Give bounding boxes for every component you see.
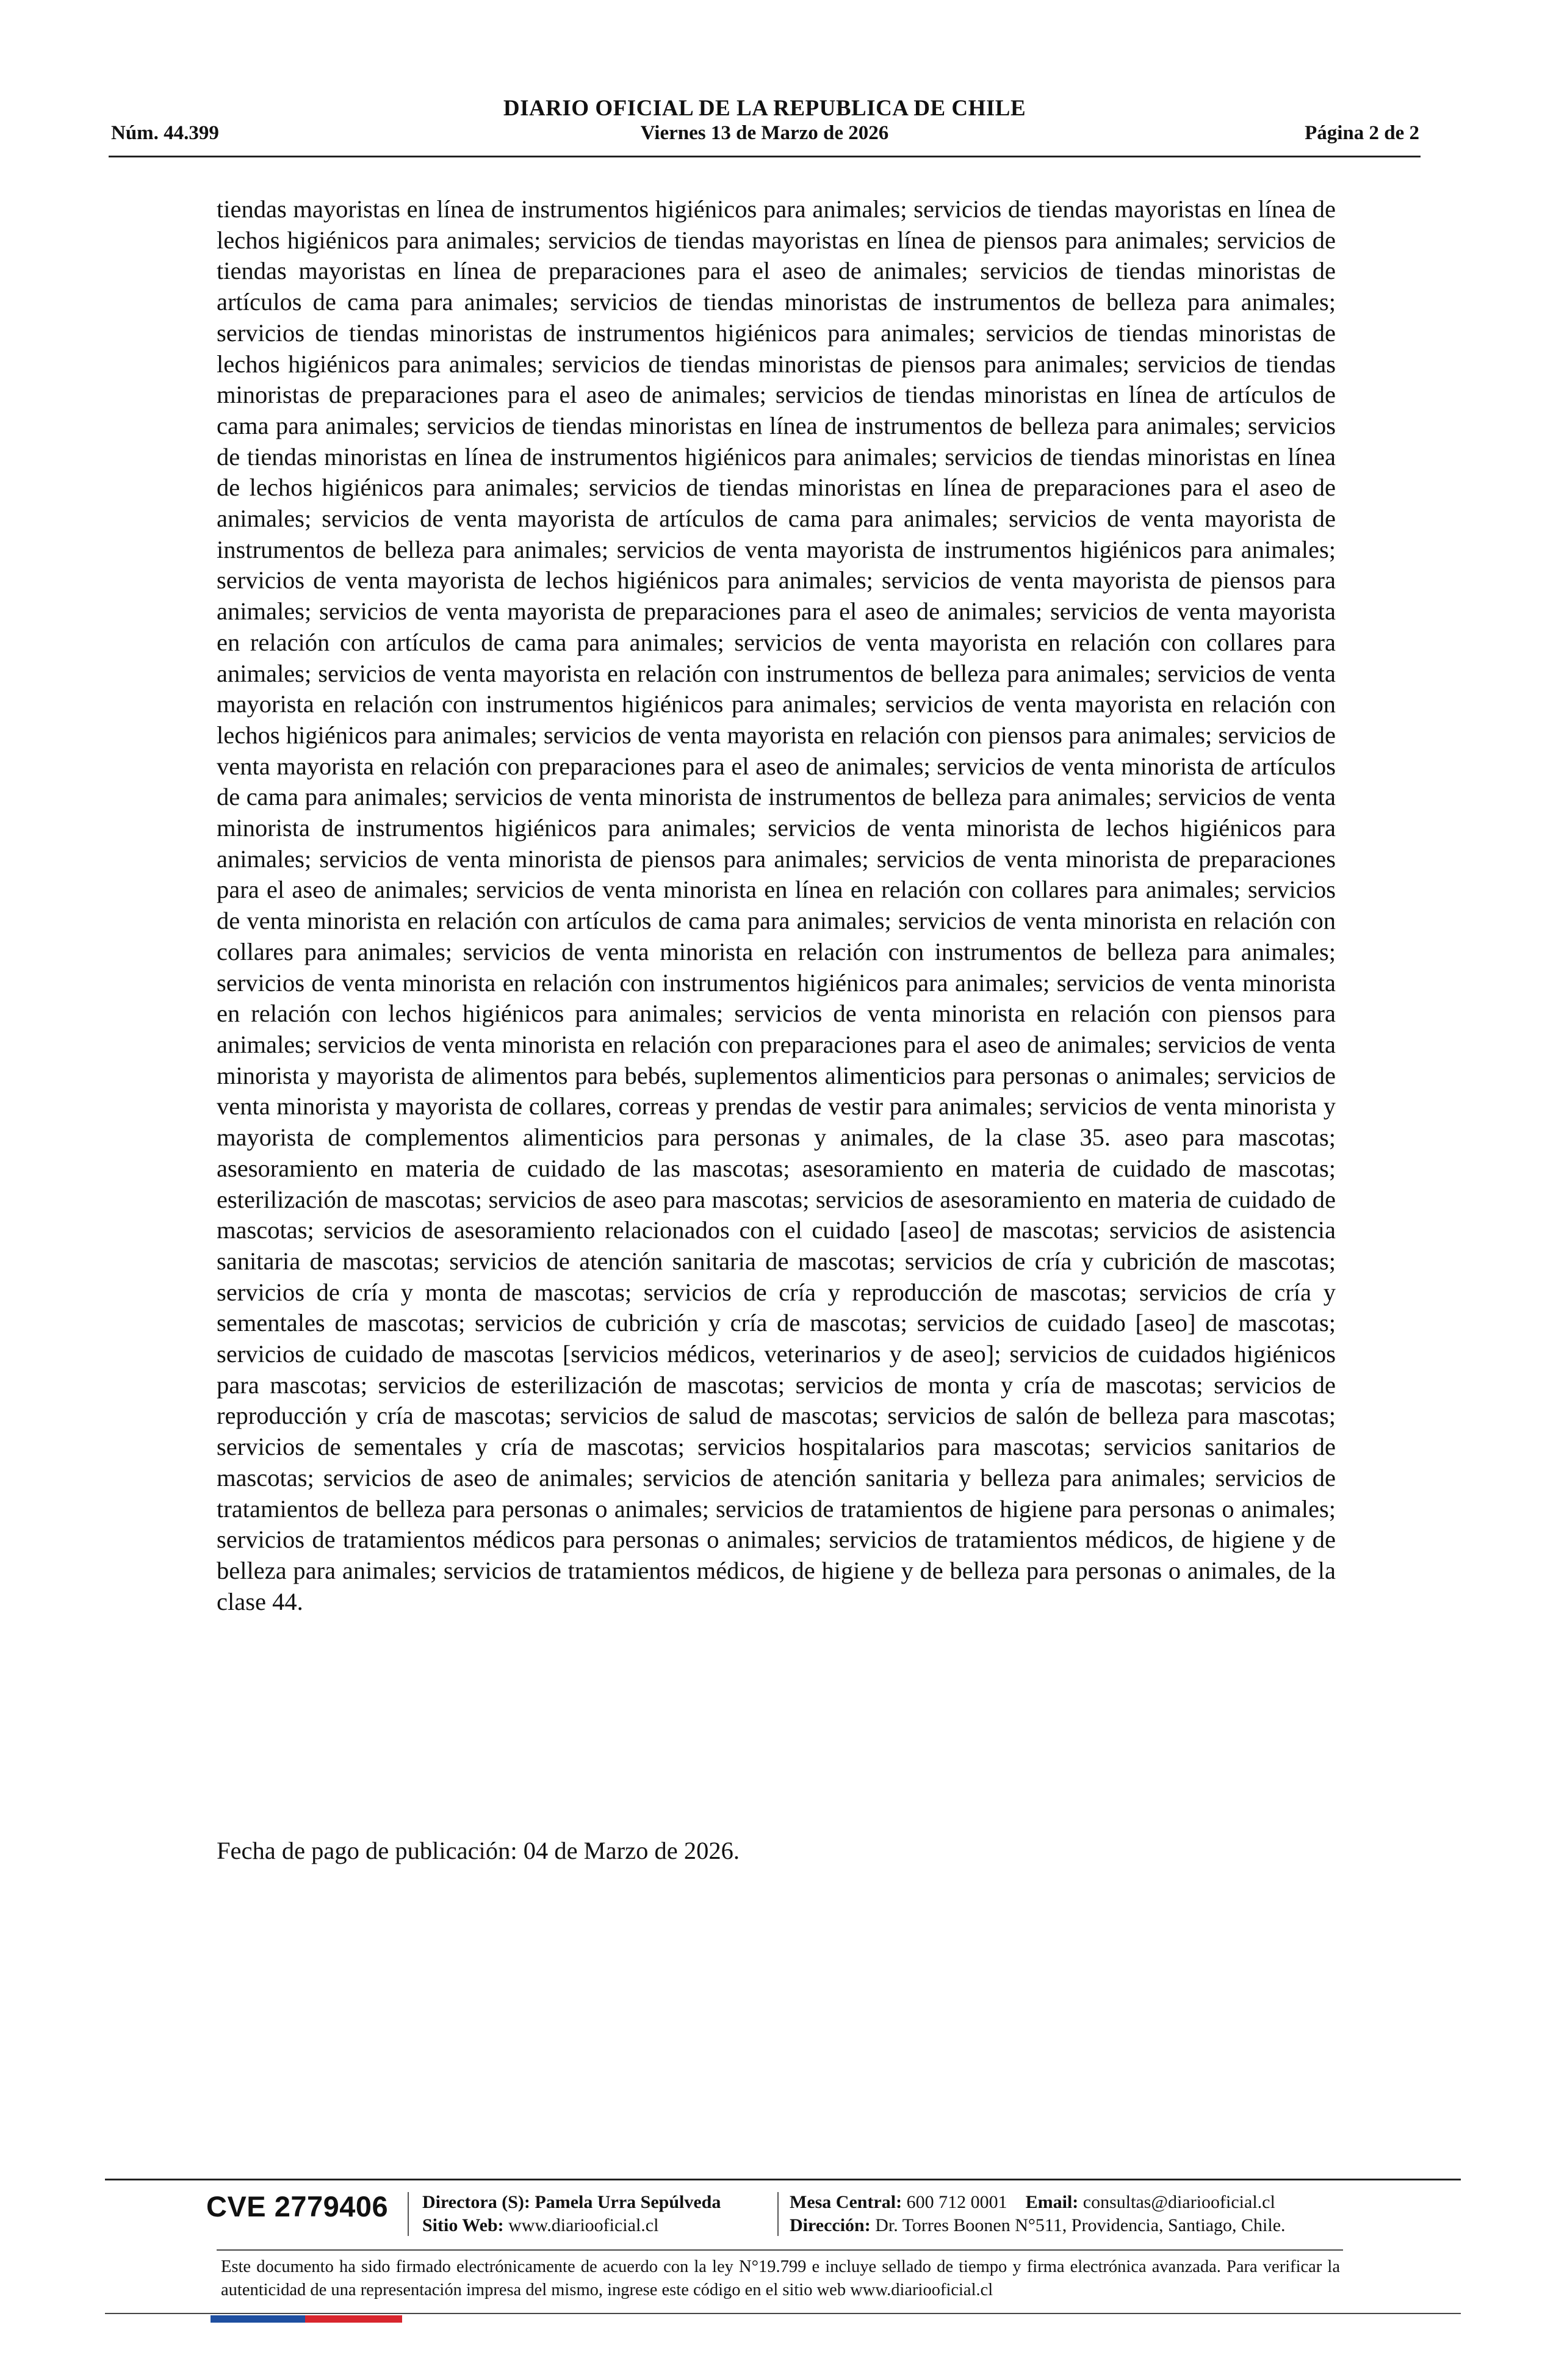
footer-separator	[408, 2192, 409, 2236]
website-line	[422, 2214, 721, 2237]
footer-divider-mid	[217, 2249, 1343, 2251]
address-text: Dr. Torres Boonen N°511, Providencia, Santiago, Chile.	[875, 2215, 1286, 2235]
issue-number: Núm. 44.399	[111, 122, 219, 144]
footer-separator	[777, 2192, 779, 2236]
issue-date: Viernes 13 de Marzo de 2026	[640, 122, 889, 144]
footer-contact-block	[790, 2191, 1286, 2237]
legal-notice: Este documento ha sido firmado electrónicamente de acuerdo con la ley N°19.799 e incluye sellado de tiempo y firma electrónica avanzada. Para verificar la autenticidad de una representación impresa del mismo, ingrese este código en el sitio web www.diariooficial.cl	[221, 2257, 1340, 2299]
body-paragraph: tiendas mayoristas en línea de instrumentos higiénicos para animales; servicios de tiendas mayoristas en línea de lechos higiénicos para animales; servicios de tiendas mayoristas en línea de piensos para animales; servicios de tiendas mayoristas en línea de preparaciones para el aseo de animales; servicios de tiendas minoristas de artículos de cama para animales; servicios de tiendas minoristas de instrumentos de belleza para animales; servicios de tiendas minoristas de instrumentos higiénicos para animales; servicios de tiendas minoristas de lechos higiénicos para animales; servicios de tiendas minoristas de piensos para animales; servicios de tiendas minoristas de preparaciones para el aseo de animales; servicios de tiendas minoristas en línea de artículos de cama para animales; servicios de tiendas minoristas en línea de instrumentos de belleza para animales; servicios de tiendas minoristas en línea de instrumentos higiénicos para animales; servicios de tiendas minoristas en línea de lechos higiénicos para animales; servicios de tiendas minoristas en línea de preparaciones para el aseo de animales; servicios de venta mayorista de artículos de cama para animales; servicios de venta mayorista de instrumentos de belleza para animales; servicios de venta mayorista de instrumentos higiénicos para animales; servicios de venta mayorista de lechos higiénicos para animales; servicios de venta mayorista de piensos para animales; servicios de venta mayorista de preparaciones para el aseo de animales; servicios de venta mayorista en relación con artículos de cama para animales; servicios de venta mayorista en relación con collares para animales; servicios de venta mayorista en relación con instrumentos de belleza para animales; servicios de venta mayorista en relación con instrumentos higiénicos para animales; servicios de venta mayorista en relación con lechos higiénicos para animales; servicios de venta mayorista en relación con piensos para animales; servicios de venta mayorista en relación con preparaciones para el aseo de animales; servicios de venta minorista de artículos de cama para animales; servicios de venta minorista de instrumentos de belleza para animales; servicios de venta minorista de instrumentos higiénicos para animales; servicios de venta minorista de lechos higiénicos para animales; servicios de venta minorista de piensos para animales; servicios de venta minorista de preparaciones para el aseo de animales; servicios de venta minorista en línea en relación con collares para animales; servicios de venta minorista en relación con artículos de cama para animales; servicios de venta minorista en relación con collares para animales; servicios de venta minorista en relación con instrumentos de belleza para animales; servicios de venta minorista en relación con instrumentos higiénicos para animales; servicios de venta minorista en relación con lechos higiénicos para animales; servicios de venta minorista en relación con piensos para animales; servicios de venta minorista en relación con preparaciones para el aseo de animales; servicios de venta minorista y mayorista de alimentos para bebés, suplementos alimenticios para personas o animales; servicios de venta minorista y mayorista de collares, correas y prendas de vestir para animales; servicios de venta minorista y mayorista de complementos alimenticios para personas y animales, de la clase 35. aseo para mascotas; asesoramiento en materia de cuidado de las mascotas; asesoramiento en materia de cuidado de mascotas; esterilización de mascotas; servicios de aseo para mascotas; servicios de asesoramiento en materia de cuidado de mascotas; servicios de asesoramiento relacionados con el cuidado [aseo] de mascotas; servicios de asistencia sanitaria de mascotas; servicios de atención sanitaria de mascotas; servicios de cría y cubrición de mascotas; servicios de cría y monta de mascotas; servicios de cría y reproducción de mascotas; servicios de cría y sementales de mascotas; servicios de cubrición y cría de mascotas; servicios de cuidado [aseo] de mascotas; servicios de cuidado de mascotas [servicios médicos, veterinarios y de aseo]; servicios de cuidados higiénicos para mascotas; servicios de esterilización de mascotas; servicios de monta y cría de mascotas; servicios de reproducción y cría de mascotas; servicios de salud de mascotas; servicios de salón de belleza para mascotas; servicios de sementales y cría de mascotas; servicios hospitalarios para mascotas; servicios sanitarios de mascotas; servicios de aseo de animales; servicios de atención sanitaria y belleza para animales; servicios de tratamientos de belleza para personas o animales; servicios de tratamientos de higiene para personas o animales; servicios de tratamientos médicos para personas o animales; servicios de tratamientos médicos, de higiene y de belleza para animales; servicios de tratamientos médicos, de higiene y de belleza para personas o animales, de la clase 44.	[217, 195, 1336, 1615]
phone-number: 600 712 0001	[906, 2192, 1007, 2212]
director-line	[422, 2191, 721, 2214]
address-label: Dirección:	[790, 2215, 871, 2235]
footer-divider-bottom	[105, 2313, 1461, 2314]
header-divider	[109, 156, 1421, 157]
email-label: Email:	[1025, 2192, 1079, 2212]
address-line	[790, 2214, 1286, 2237]
website-link[interactable]: www.diariooficial.cl	[508, 2215, 659, 2235]
director-label: Directora (S):	[422, 2192, 530, 2212]
gazette-title: DIARIO OFICIAL DE LA REPUBLICA DE CHILE	[503, 96, 1026, 121]
website-label: Sitio Web:	[422, 2215, 504, 2235]
phone-label: Mesa Central:	[790, 2192, 902, 2212]
flag-red-band	[305, 2315, 402, 2323]
page-header	[109, 92, 1421, 159]
payment-date: Fecha de pago de publicación: 04 de Marzo de 2026.	[217, 1837, 740, 1864]
cve-code: CVE 2779406	[206, 2190, 389, 2223]
director-name: Pamela Urra Sepúlveda	[535, 2192, 721, 2212]
email-link[interactable]: consultas@diariooficial.cl	[1082, 2192, 1275, 2212]
flag-blue-band	[211, 2315, 305, 2323]
footer-divider-top	[105, 2179, 1461, 2180]
page-indicator: Página 2 de 2	[1305, 122, 1419, 144]
contact-line	[790, 2191, 1286, 2214]
flag-stripe	[211, 2315, 402, 2323]
footer-director-block	[422, 2191, 721, 2237]
